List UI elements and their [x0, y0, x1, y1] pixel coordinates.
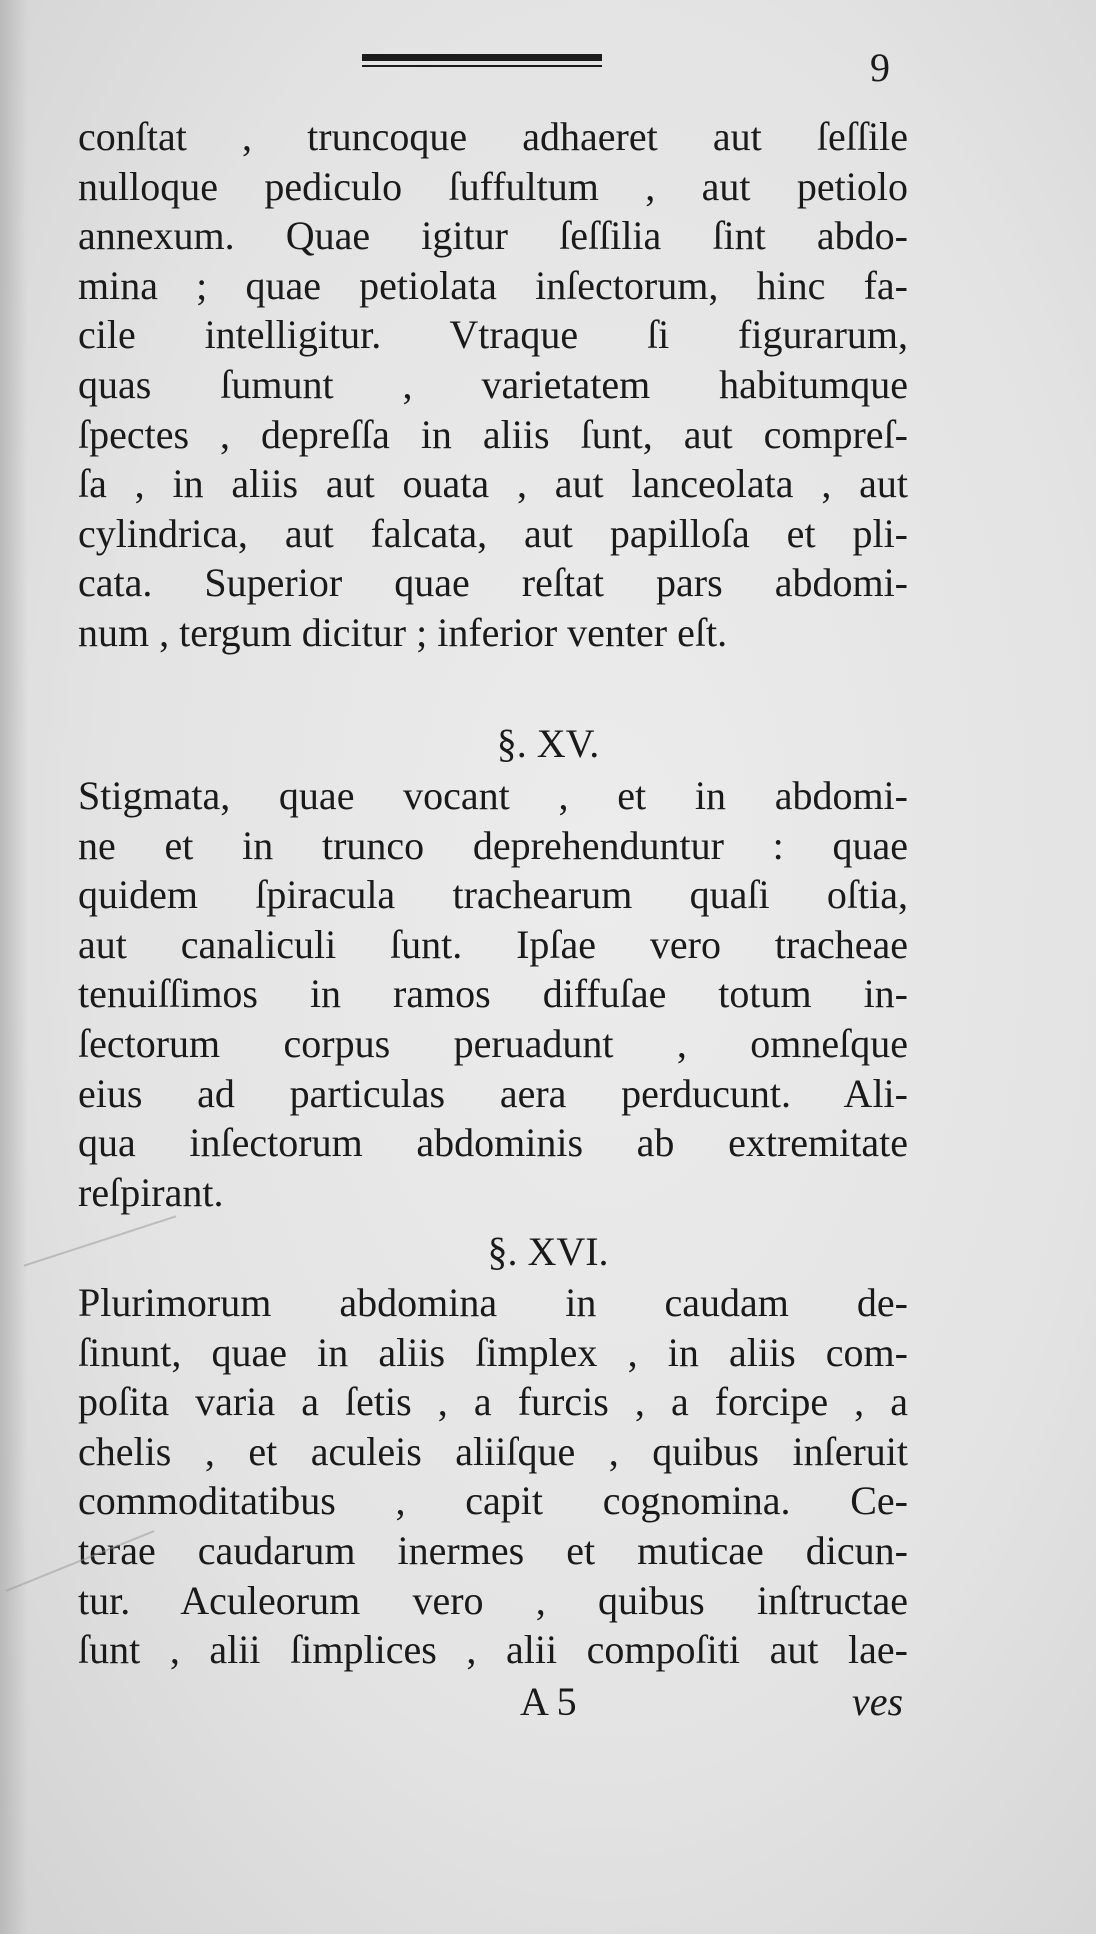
- text-line: poſita varia a ſetis , a furcis , a forcipe , a: [78, 1379, 908, 1425]
- paragraph-3: [78, 1278, 908, 1675]
- text-line: ſectorum corpus peruadunt , omneſque: [78, 1020, 908, 1066]
- text-line: aut canaliculi ſunt. Ipſae vero tracheae: [78, 921, 908, 967]
- signature-mark: A 5: [520, 1679, 577, 1724]
- text-line: quas ſumunt , varietatem habitumque: [78, 361, 908, 407]
- header-rule: [362, 54, 602, 67]
- text-line: ſunt , alii ſimplices , alii compoſiti aut lae-: [78, 1627, 908, 1673]
- text-line: conſtat , truncoque adhaeret aut ſeſſile: [78, 114, 908, 159]
- catchword: ves: [852, 1679, 904, 1724]
- section-heading-xvi: §. XVI.: [487, 1229, 609, 1274]
- paragraph-2: [78, 771, 908, 1217]
- text-line: quidem ſpiracula trachearum quaſi oſtia,: [78, 872, 908, 918]
- text-line: commoditatibus , capit cognomina. Ce-: [78, 1478, 908, 1524]
- text-line: chelis , et aculeis aliiſque , quibus inſeruit: [78, 1428, 908, 1474]
- paragraph-1: [78, 112, 908, 658]
- text-line: terae caudarum inermes et muticae dicun-: [78, 1527, 908, 1573]
- text-line: tenuiſſimos in ramos diffuſae totum in-: [78, 971, 908, 1017]
- text-line: Stigmata, quae vocant , et in abdomi-: [78, 773, 908, 818]
- text-line: tur. Aculeorum vero , quibus inſtructae: [78, 1577, 908, 1623]
- text-line: mina ; quae petiolata inſectorum, hinc fa-: [78, 262, 908, 308]
- text-line: cylindrica, aut falcata, aut papilloſa et pli-: [78, 510, 908, 556]
- text-line: num , tergum dicitur ; inferior venter eſt.: [78, 609, 728, 655]
- section-heading-xv: §. XV.: [496, 721, 600, 766]
- text-line: reſpirant.: [78, 1169, 224, 1215]
- text-line: annexum. Quae igitur ſeſſilia ſint abdo-: [78, 213, 908, 259]
- text-line: eius ad particulas aera perducunt. Ali-: [78, 1070, 908, 1116]
- text-line: ſinunt, quae in aliis ſimplex , in aliis com-: [78, 1329, 908, 1375]
- text-line: nulloque pediculo ſuffultum , aut petiolo: [78, 163, 908, 209]
- text-line: cata. Superior quae reſtat pars abdomi-: [78, 560, 908, 606]
- text-line: ſpectes , depreſſa in aliis ſunt, aut compreſ-: [78, 411, 908, 457]
- text-line: cile intelligitur. Vtraque ſi figurarum,: [78, 312, 908, 358]
- text-line: qua inſectorum abdominis ab extremitate: [78, 1120, 908, 1166]
- text-line: ne et in trunco deprehenduntur : quae: [78, 822, 908, 868]
- text-line: ſa , in aliis aut ouata , aut lanceolata , aut: [78, 461, 908, 507]
- page-number: 9: [870, 45, 890, 90]
- text-line: Plurimorum abdomina in caudam de-: [78, 1280, 908, 1325]
